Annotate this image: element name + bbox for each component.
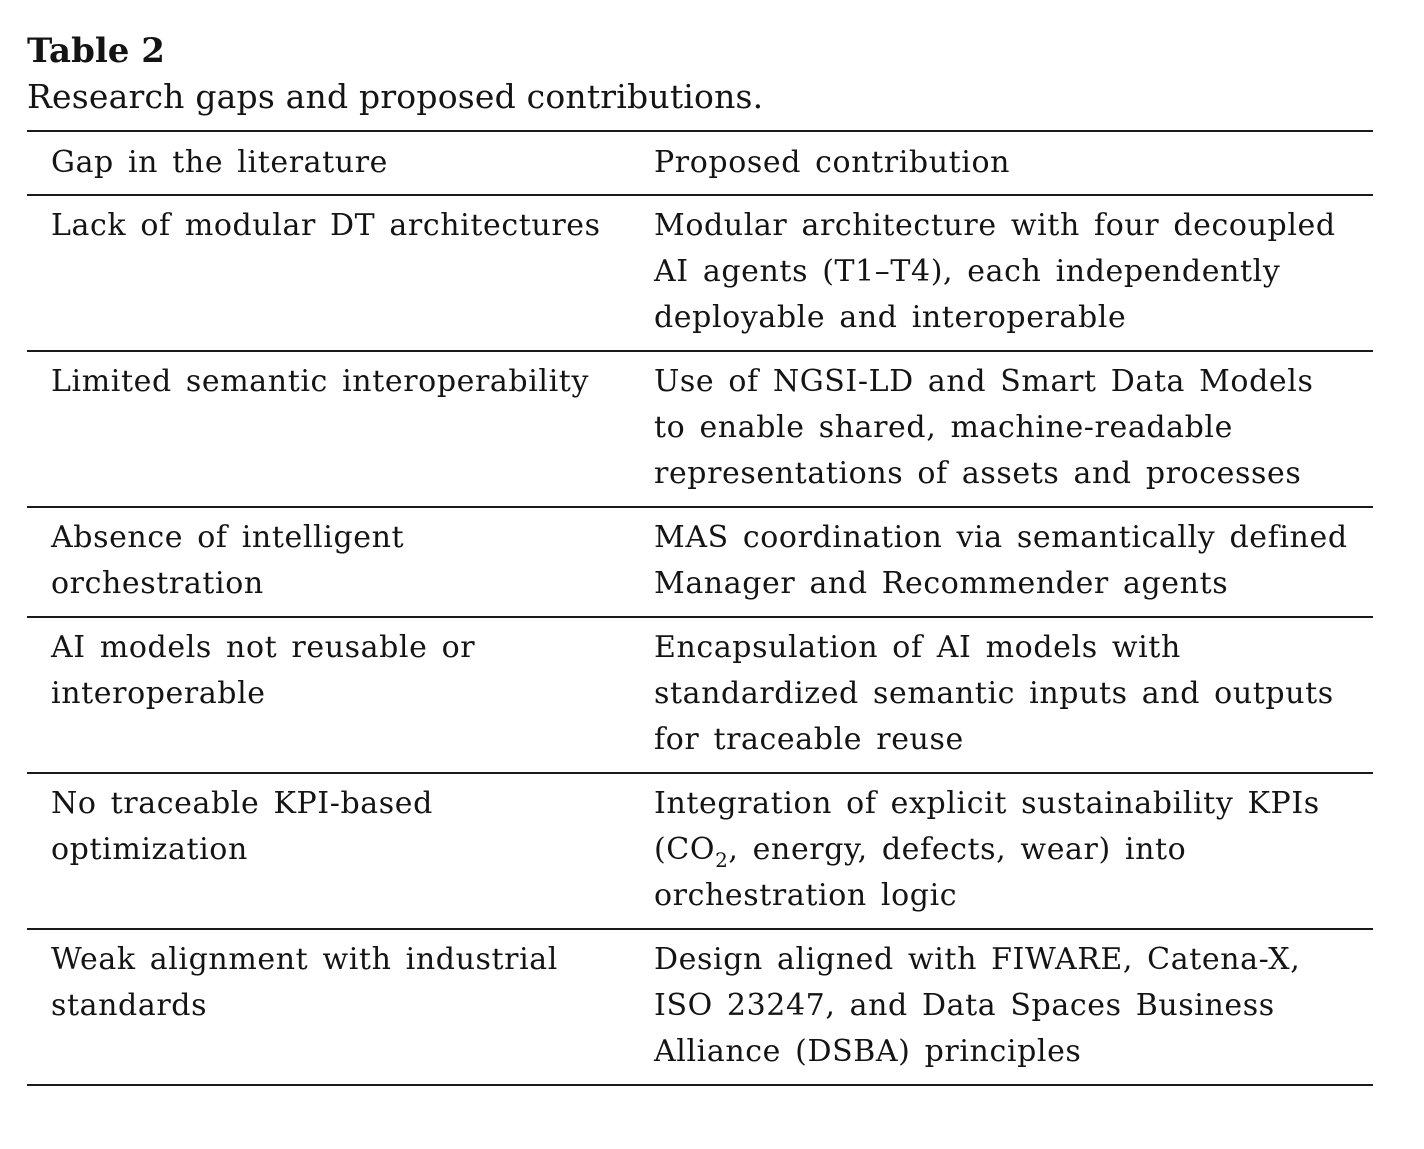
table-label: Table 2 [27, 31, 165, 71]
table-row [27, 773, 1373, 929]
column-header-contribution: Proposed contribution [630, 131, 1373, 195]
gap-cell: Weak alignment with industrial standards [27, 929, 630, 1085]
contribution-text-part: , energy, defects, wear) into orchestration logic [654, 832, 1187, 913]
contribution-cell: Use of NGSI-LD and Smart Data Models to enable shared, machine-readable representations of assets and processes [630, 351, 1373, 507]
table-row [27, 195, 1373, 351]
gap-cell: No traceable KPI-based optimization [27, 773, 630, 929]
table-row [27, 507, 1373, 617]
table-caption: Research gaps and proposed contributions. [27, 77, 764, 116]
contribution-cell [630, 773, 1373, 929]
gap-cell: Absence of intelligent orchestration [27, 507, 630, 617]
gap-cell: Lack of modular DT architectures [51, 208, 601, 243]
gap-cell: AI models not reusable or interoperable [27, 617, 630, 773]
table-block [27, 28, 1373, 1086]
table-header-row [27, 131, 1373, 195]
contribution-cell: MAS coordination via semantically defined Manager and Recommender agents [630, 507, 1373, 617]
gap-cell: Limited semantic interoperability [27, 351, 630, 507]
subscript-two: 2 [715, 848, 729, 872]
contribution-cell: Modular architecture with four decoupled AI agents (T1–T4), each independently deployable and interoperable [654, 208, 1336, 335]
contribution-text-part: Integration of explicit sustainability KPIs (CO [654, 786, 1320, 867]
table-row [27, 929, 1373, 1085]
column-header-gap: Gap in the literature [27, 131, 630, 195]
table-row [27, 617, 1373, 773]
table-row [27, 351, 1373, 507]
contribution-cell: Design aligned with FIWARE, Catena-X, ISO 23247, and Data Spaces Business Alliance (DSBA) principles [630, 929, 1373, 1085]
research-gaps-table [27, 130, 1373, 1086]
contribution-cell: Encapsulation of AI models with standardized semantic inputs and outputs for traceable reuse [630, 617, 1373, 773]
